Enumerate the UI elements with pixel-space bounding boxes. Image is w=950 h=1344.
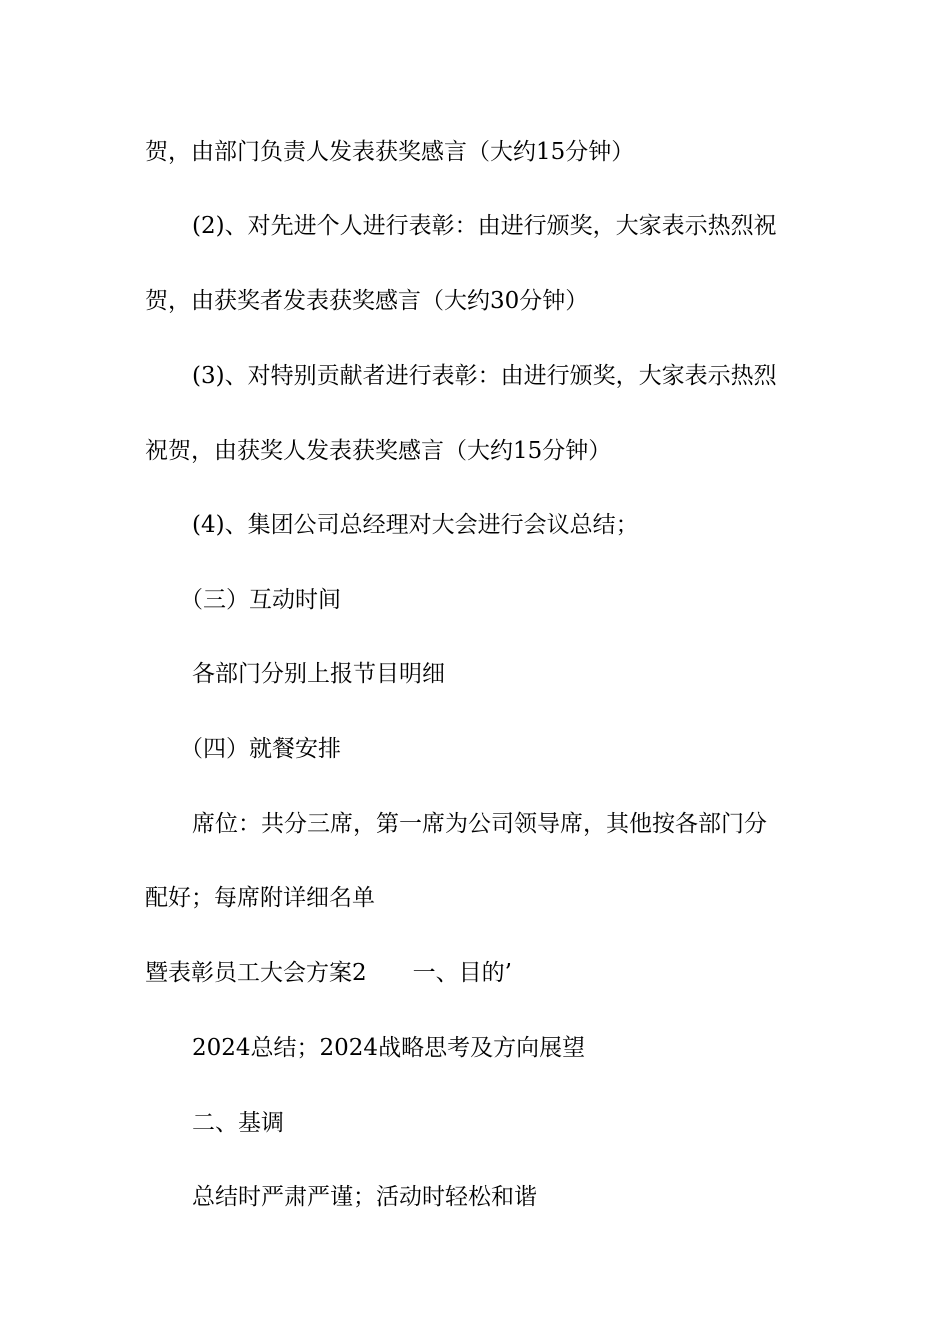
text-line: 祝贺，由获奖人发表获奖感言（大约15分钟） — [145, 438, 612, 464]
section-heading: 二、基调 — [192, 1110, 284, 1136]
section-heading: （三）互动时间 — [180, 587, 341, 613]
text-line: (4)、集团公司总经理对大会进行会议总结； — [192, 512, 639, 538]
section-heading: （四）就餐安排 — [180, 736, 341, 762]
text-line: 总结时严肃严谨；活动时轻松和谐 — [192, 1184, 537, 1210]
text-line: 贺，由部门负责人发表获奖感言（大约15分钟） — [145, 139, 635, 165]
text-line: 贺，由获奖者发表获奖感言（大约30分钟） — [145, 288, 589, 314]
document-title-line: 暨表彰员工大会方案2 一、目的’ — [145, 960, 512, 986]
text-line: (3)、对特别贡献者进行表彰：由进行颁奖，大家表示热烈 — [192, 363, 777, 389]
text-line: 席位：共分三席，第一席为公司领导席，其他按各部门分 — [192, 811, 767, 837]
text-line: 各部门分别上报节目明细 — [192, 661, 445, 687]
text-line: 2024总结；2024战略思考及方向展望 — [192, 1035, 586, 1061]
text-line: 配好；每席附详细名单 — [145, 885, 375, 911]
text-line: (2)、对先进个人进行表彰：由进行颁奖，大家表示热烈祝 — [192, 213, 777, 239]
